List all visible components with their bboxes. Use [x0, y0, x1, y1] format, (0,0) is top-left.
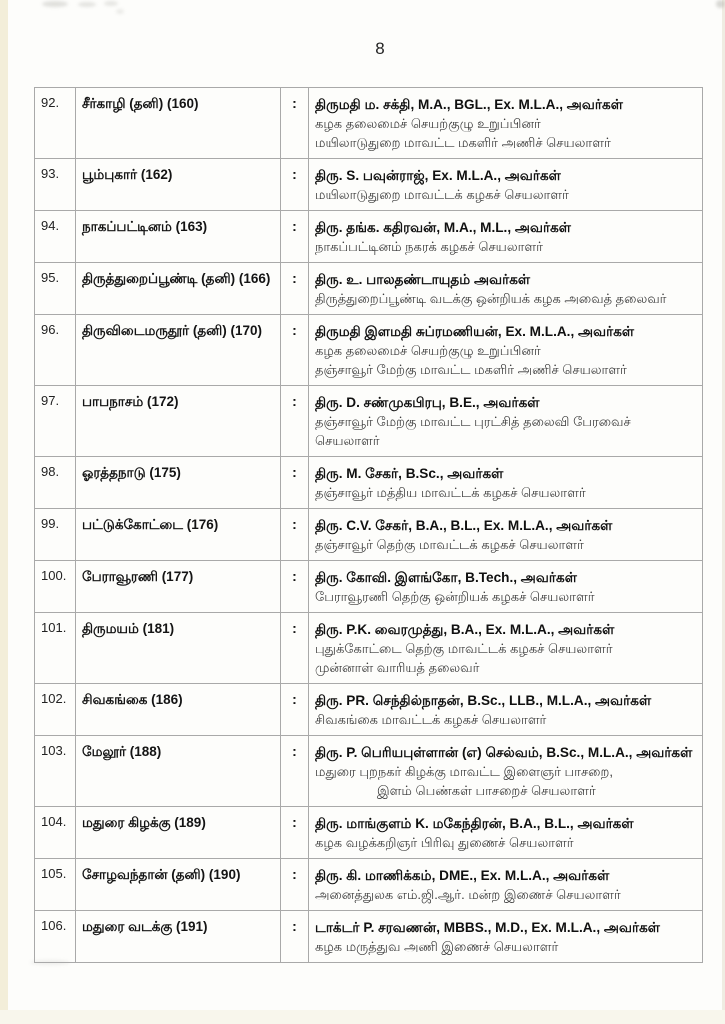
table-row — [35, 736, 703, 807]
candidate-position: தஞ்சாவூர் மத்திய மாவட்டக் கழகச் செயலாளர் — [315, 485, 586, 500]
candidate-name: திரு. S. பவுன்ராஜ், Ex. M.L.A., அவர்கள் — [315, 168, 561, 183]
colon-separator: : — [281, 911, 309, 963]
scan-smudge — [104, 1, 118, 6]
candidate-details-cell — [309, 911, 703, 963]
scan-smudge — [78, 2, 96, 7]
row-serial-number: 106. — [35, 911, 76, 963]
row-serial-number: 95. — [35, 263, 76, 315]
page-edge-bottom-strip — [0, 1010, 725, 1024]
constituency-name: மேலூர் (188) — [76, 736, 281, 807]
candidate-position: கழக மருத்துவ அணி இணைச் செயலாளர் — [315, 939, 559, 954]
row-serial-number: 93. — [35, 159, 76, 211]
colon-separator: : — [281, 457, 309, 509]
colon-separator: : — [281, 807, 309, 859]
candidate-details-cell — [309, 263, 703, 315]
colon-separator: : — [281, 684, 309, 736]
scan-smudge — [716, 0, 725, 8]
row-serial-number: 100. — [35, 561, 76, 613]
row-serial-number: 103. — [35, 736, 76, 807]
colon-separator: : — [281, 211, 309, 263]
row-serial-number: 101. — [35, 613, 76, 684]
candidate-name: திரு. P.K. வைரமுத்து, B.A., Ex. M.L.A., அவர்கள் — [315, 622, 615, 637]
constituency-name: சிவகங்கை (186) — [76, 684, 281, 736]
table-row — [35, 561, 703, 613]
candidate-position: அனைத்துலக எம்.ஜி.ஆர். மன்ற இணைச் செயலாளர் — [315, 887, 621, 902]
candidate-position: மயிலாடுதுறை மாவட்ட மகளிர் அணிச் செயலாளர் — [315, 135, 611, 150]
candidate-table-body — [35, 88, 703, 963]
row-serial-number: 98. — [35, 457, 76, 509]
colon-separator: : — [281, 859, 309, 911]
table-row — [35, 457, 703, 509]
candidate-name: திரு. கோவி. இளங்கோ, B.Tech., அவர்கள் — [315, 570, 577, 585]
scan-smudge — [116, 9, 124, 14]
table-row — [35, 911, 703, 963]
candidate-details-cell — [309, 807, 703, 859]
candidate-position: தஞ்சாவூர் மேற்கு மாவட்ட புரட்சித் தலைவி பேரவைச் செயலாளர் — [315, 414, 631, 448]
candidate-details-cell — [309, 613, 703, 684]
table-row — [35, 315, 703, 386]
candidate-position: மதுரை புறநகர் கிழக்கு மாவட்ட இளைஞர் பாசறை, — [315, 764, 613, 779]
page-number: 8 — [375, 39, 385, 58]
row-serial-number: 94. — [35, 211, 76, 263]
candidate-name: திரு. உ. பாலதண்டாயுதம் அவர்கள் — [315, 272, 531, 287]
candidate-name: திரு. P. பெரியபுள்ளான் (எ) செல்வம், B.Sc., M.L.A., அவர்கள் — [315, 745, 693, 760]
candidate-position: தஞ்சாவூர் தெற்கு மாவட்டக் கழகச் செயலாளர் — [315, 537, 584, 552]
candidate-position: முன்னாள் வாரியத் தலைவர் — [315, 660, 480, 675]
candidate-position: பேராவூரணி தெற்கு ஒன்றியக் கழகச் செயலாளர் — [315, 589, 595, 604]
page-edge-left-strip — [0, 0, 8, 1024]
row-serial-number: 102. — [35, 684, 76, 736]
table-row — [35, 88, 703, 159]
constituency-name: திருமயம் (181) — [76, 613, 281, 684]
table-row — [35, 613, 703, 684]
candidate-position: கழக தலைமைச் செயற்குழு உறுப்பினர் — [315, 343, 541, 358]
candidate-position: மயிலாடுதுறை மாவட்டக் கழகச் செயலாளர் — [315, 187, 569, 202]
constituency-name: பூம்புகார் (162) — [76, 159, 281, 211]
colon-separator: : — [281, 736, 309, 807]
constituency-name: திருத்துறைப்பூண்டி (தனி) (166) — [76, 263, 281, 315]
colon-separator: : — [281, 613, 309, 684]
row-serial-number: 105. — [35, 859, 76, 911]
constituency-name: மதுரை வடக்கு (191) — [76, 911, 281, 963]
candidate-details-cell — [309, 509, 703, 561]
candidate-name: டாக்டர் P. சரவணன், MBBS., M.D., Ex. M.L.A., அவர்கள் — [315, 920, 661, 935]
candidate-details-cell — [309, 736, 703, 807]
constituency-name: சோழவந்தான் (தனி) (190) — [76, 859, 281, 911]
candidate-details-cell — [309, 315, 703, 386]
candidate-name: திரு. கி. மாணிக்கம், DME., Ex. M.L.A., அவர்கள் — [315, 868, 610, 883]
scan-smudge — [42, 1, 68, 7]
candidate-position: கழக வழக்கறிஞர் பிரிவு துணைச் செயலாளர் — [315, 835, 574, 850]
constituency-name: மதுரை கிழக்கு (189) — [76, 807, 281, 859]
colon-separator: : — [281, 88, 309, 159]
candidate-details-cell — [309, 684, 703, 736]
constituency-name: பட்டுக்கோட்டை (176) — [76, 509, 281, 561]
row-serial-number: 97. — [35, 386, 76, 457]
row-serial-number: 99. — [35, 509, 76, 561]
colon-separator: : — [281, 315, 309, 386]
table-row — [35, 684, 703, 736]
row-serial-number: 92. — [35, 88, 76, 159]
candidate-name: திருமதி இளமதி சுப்ரமணியன், Ex. M.L.A., அவர்கள் — [315, 324, 635, 339]
candidate-details-cell — [309, 159, 703, 211]
candidate-details-cell — [309, 561, 703, 613]
table-row — [35, 263, 703, 315]
candidate-position: நாகப்பட்டினம் நகரக் கழகச் செயலாளர் — [315, 239, 543, 254]
candidate-name: திரு. PR. செந்தில்நாதன், B.Sc., LLB., M.L.A., அவர்கள் — [315, 693, 652, 708]
candidate-position: தஞ்சாவூர் மேற்கு மாவட்ட மகளிர் அணிச் செயலாளர் — [315, 362, 627, 377]
table-row — [35, 509, 703, 561]
constituency-name: திருவிடைமருதூர் (தனி) (170) — [76, 315, 281, 386]
candidate-table — [34, 87, 703, 963]
candidate-name: திரு. D. சண்முகபிரபு, B.E., அவர்கள் — [315, 395, 540, 410]
row-serial-number: 96. — [35, 315, 76, 386]
constituency-name: பாபநாசம் (172) — [76, 386, 281, 457]
table-row — [35, 211, 703, 263]
constituency-name: ஓரத்தநாடு (175) — [76, 457, 281, 509]
candidate-details-cell — [309, 859, 703, 911]
colon-separator: : — [281, 561, 309, 613]
constituency-name: சீர்காழி (தனி) (160) — [76, 88, 281, 159]
candidate-position: கழக தலைமைச் செயற்குழு உறுப்பினர் — [315, 116, 541, 131]
candidate-name: திரு. C.V. சேகர், B.A., B.L., Ex. M.L.A., அவர்கள் — [315, 518, 613, 533]
candidate-position: இளம் பெண்கள் பாசறைச் செயலாளர் — [377, 783, 596, 798]
candidate-details-cell — [309, 211, 703, 263]
candidate-name: திரு. M. சேகர், B.Sc., அவர்கள் — [315, 466, 504, 481]
candidate-position: புதுக்கோட்டை தெற்கு மாவட்டக் கழகச் செயலாளர் — [315, 641, 613, 656]
row-serial-number: 104. — [35, 807, 76, 859]
candidate-position: சிவகங்கை மாவட்டக் கழகச் செயலாளர் — [315, 712, 547, 727]
candidate-name: திருமதி ம. சக்தி, M.A., BGL., Ex. M.L.A., அவர்கள் — [315, 97, 623, 112]
constituency-name: நாகப்பட்டினம் (163) — [76, 211, 281, 263]
candidate-details-cell — [309, 457, 703, 509]
colon-separator: : — [281, 159, 309, 211]
colon-separator: : — [281, 386, 309, 457]
colon-separator: : — [281, 509, 309, 561]
colon-separator: : — [281, 263, 309, 315]
candidate-name: திரு. தங்க. கதிரவன், M.A., M.L., அவர்கள் — [315, 220, 572, 235]
candidate-position: திருத்துறைப்பூண்டி வடக்கு ஒன்றியக் கழக அவைத் தலைவர் — [315, 291, 667, 306]
candidate-name: திரு. மாங்குளம் K. மகேந்திரன், B.A., B.L., அவர்கள் — [315, 816, 634, 831]
table-row — [35, 159, 703, 211]
constituency-name: பேராவூரணி (177) — [76, 561, 281, 613]
candidate-details-cell — [309, 386, 703, 457]
candidate-details-cell — [309, 88, 703, 159]
table-row — [35, 386, 703, 457]
table-row — [35, 807, 703, 859]
table-row — [35, 859, 703, 911]
